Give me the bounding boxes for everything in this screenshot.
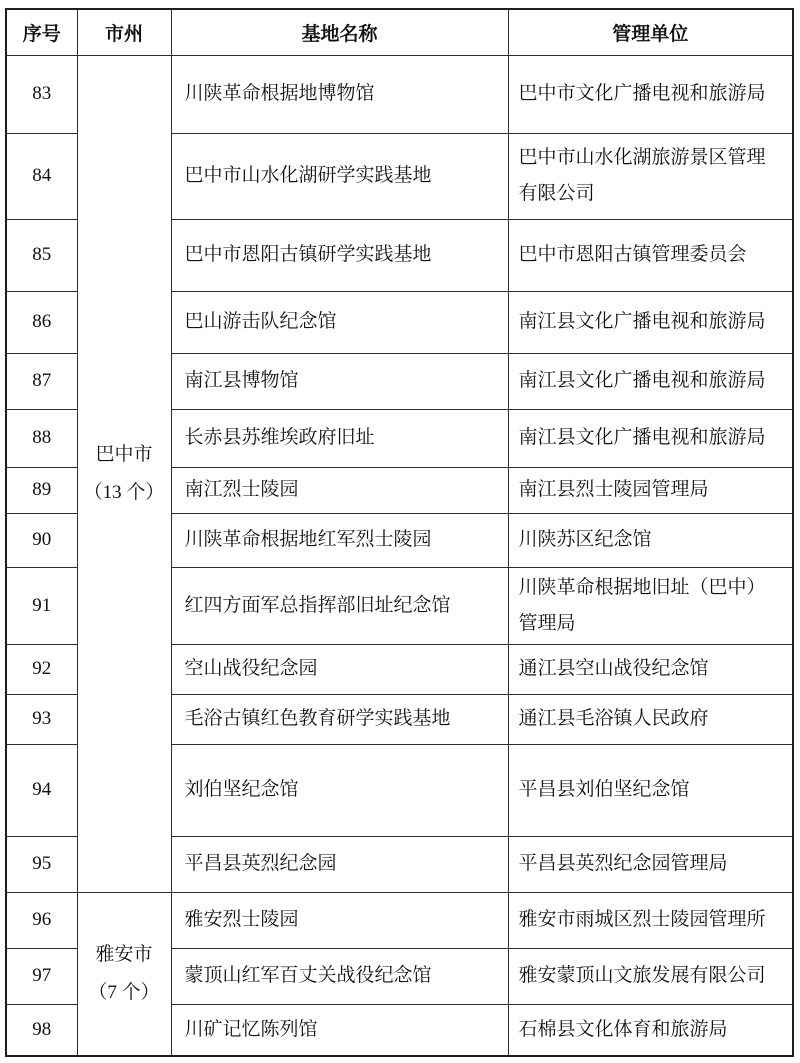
base-name-cell: 空山战役纪念园 — [171, 644, 508, 694]
base-name-cell: 红四方面军总指挥部旧址纪念馆 — [171, 567, 508, 644]
admin-unit-cell: 南江县文化广播电视和旅游局 — [508, 291, 793, 353]
city-count: （7 个） — [88, 981, 160, 1003]
city-name: 雅安市 — [95, 943, 153, 965]
col-header-city: 市州 — [77, 9, 171, 55]
table-header — [6, 9, 793, 55]
row-number-cell: 88 — [6, 409, 77, 467]
base-name-cell: 南江县博物馆 — [171, 353, 508, 409]
table-body — [6, 55, 793, 1056]
row-number-cell: 97 — [6, 948, 77, 1004]
row-number-cell: 85 — [6, 219, 77, 291]
header-row — [6, 9, 793, 55]
row-number-cell: 94 — [6, 744, 77, 836]
row-number-cell: 86 — [6, 291, 77, 353]
row-number-cell: 93 — [6, 694, 77, 744]
admin-unit-cell: 通江县毛浴镇人民政府 — [508, 694, 793, 744]
base-name-cell: 蒙顶山红军百丈关战役纪念馆 — [171, 948, 508, 1004]
admin-unit-cell: 雅安蒙顶山文旅发展有限公司 — [508, 948, 793, 1004]
base-name-cell: 毛浴古镇红色教育研学实践基地 — [171, 694, 508, 744]
row-number-cell: 96 — [6, 892, 77, 948]
table-row — [6, 55, 793, 133]
admin-unit-cell: 平昌县刘伯坚纪念馆 — [508, 744, 793, 836]
admin-unit-cell: 川陕革命根据地旧址（巴中）管理局 — [508, 567, 793, 644]
col-header-admin-unit: 管理单位 — [508, 9, 793, 55]
base-name-cell: 长赤县苏维埃政府旧址 — [171, 409, 508, 467]
row-number-cell: 98 — [6, 1004, 77, 1056]
base-name-cell: 川矿记忆陈列馆 — [171, 1004, 508, 1056]
base-name-cell: 刘伯坚纪念馆 — [171, 744, 508, 836]
admin-unit-cell: 巴中市恩阳古镇管理委员会 — [508, 219, 793, 291]
row-number-cell: 83 — [6, 55, 77, 133]
base-name-cell: 南江烈士陵园 — [171, 467, 508, 513]
admin-unit-cell: 巴中市山水化湖旅游景区管理有限公司 — [508, 133, 793, 219]
row-number-cell: 92 — [6, 644, 77, 694]
admin-unit-cell: 南江县烈士陵园管理局 — [508, 467, 793, 513]
base-name-cell: 雅安烈士陵园 — [171, 892, 508, 948]
city-group-cell — [77, 55, 171, 892]
admin-unit-cell: 巴中市文化广播电视和旅游局 — [508, 55, 793, 133]
base-name-cell: 巴中市山水化湖研学实践基地 — [171, 133, 508, 219]
base-name-cell: 巴中市恩阳古镇研学实践基地 — [171, 219, 508, 291]
row-number-cell: 87 — [6, 353, 77, 409]
row-number-cell: 84 — [6, 133, 77, 219]
base-name-cell: 川陕革命根据地红军烈士陵园 — [171, 513, 508, 567]
col-header-base-name: 基地名称 — [171, 9, 508, 55]
city-name: 巴中市 — [95, 443, 153, 465]
city-group-cell — [77, 892, 171, 1056]
row-number-cell: 95 — [6, 836, 77, 892]
col-header-index: 序号 — [6, 9, 77, 55]
bases-table — [5, 8, 794, 1057]
row-number-cell: 90 — [6, 513, 77, 567]
row-number-cell: 89 — [6, 467, 77, 513]
admin-unit-cell: 平昌县英烈纪念园管理局 — [508, 836, 793, 892]
row-number-cell: 91 — [6, 567, 77, 644]
base-name-cell: 川陕革命根据地博物馆 — [171, 55, 508, 133]
admin-unit-cell: 川陕苏区纪念馆 — [508, 513, 793, 567]
admin-unit-cell: 南江县文化广播电视和旅游局 — [508, 409, 793, 467]
admin-unit-cell: 南江县文化广播电视和旅游局 — [508, 353, 793, 409]
admin-unit-cell: 石棉县文化体育和旅游局 — [508, 1004, 793, 1056]
base-name-cell: 巴山游击队纪念馆 — [171, 291, 508, 353]
admin-unit-cell: 雅安市雨城区烈士陵园管理所 — [508, 892, 793, 948]
city-count: （13 个） — [83, 481, 165, 503]
admin-unit-cell: 通江县空山战役纪念馆 — [508, 644, 793, 694]
table-row — [6, 892, 793, 948]
base-name-cell: 平昌县英烈纪念园 — [171, 836, 508, 892]
